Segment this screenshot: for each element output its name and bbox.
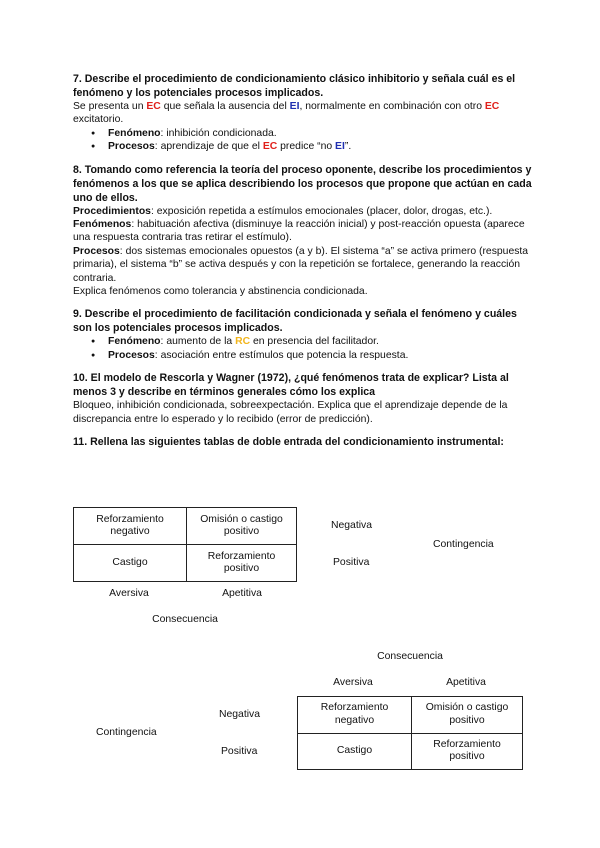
- table-cell: Castigo: [74, 545, 187, 582]
- col-label-apetitiva: Apetitiva: [446, 677, 486, 688]
- question-7-title: 7. Describe el procedimiento de condicionamiento clásico inhibitorio y señala cuál es el fenómeno y los potenciales procesos implicados.: [73, 73, 516, 99]
- bullet-text: en presencia del facilitador.: [250, 336, 379, 348]
- row-label-negativa: Negativa: [331, 520, 373, 531]
- table-row: [74, 545, 297, 582]
- question-10-title: 10. El modelo de Rescorla y Wagner (1972), ¿qué fenómenos trata de explicar? Lista al menos 3 y describe en términos generales cómo los explica: [73, 372, 509, 399]
- label: Procesos: [73, 245, 120, 257]
- table-2: [297, 696, 523, 770]
- list-item: [73, 349, 533, 362]
- fenomenos: [73, 218, 533, 245]
- label: Fenómenos: [73, 219, 132, 231]
- document-body: [73, 72, 533, 449]
- list-item: [73, 140, 533, 153]
- ei-term: EI: [335, 141, 345, 153]
- table-cell: Reforzamiento positivo: [187, 545, 297, 582]
- row-label-negativa: Negativa: [219, 709, 261, 720]
- ec-term: EC: [146, 101, 161, 112]
- ec-term: EC: [484, 101, 500, 112]
- table-row: [74, 508, 297, 545]
- col-axis-label: Consecuencia: [377, 651, 443, 662]
- text: Se presenta un: [73, 101, 147, 112]
- ei-term: EI: [289, 101, 300, 112]
- question-10-answer: Bloqueo, inhibición condicionada, sobreexpectación. Explica que el aprendizaje depende de la discrepancia entre lo esperado y lo recibido (error de predicción).: [73, 400, 508, 425]
- bullet-label: Fenómeno: [108, 336, 161, 348]
- question-7-bullets: [73, 127, 533, 154]
- table-cell: Reforzamiento negativo: [74, 508, 187, 545]
- col-label-aversiva: Aversiva: [109, 588, 149, 599]
- table-1: [73, 507, 297, 582]
- question-10: [73, 371, 533, 426]
- bullet-text: : aumento de la: [160, 336, 236, 348]
- col-label-aversiva: Aversiva: [333, 677, 373, 688]
- question-7: [73, 72, 533, 154]
- table-row: [298, 697, 523, 734]
- explica: Explica fenómenos como tolerancia y abstinencia condicionada.: [73, 286, 368, 298]
- table-cell: Omisión o castigo positivo: [187, 508, 297, 545]
- label: Procedimientos: [73, 205, 151, 217]
- question-11-title: 11. Rellena las siguientes tablas de doble entrada del condicionamiento instrumental:: [73, 436, 504, 449]
- col-label-apetitiva: Apetitiva: [222, 588, 262, 599]
- procedimientos: [73, 205, 533, 218]
- ec-term: EC: [262, 141, 278, 153]
- text: : exposición repetida a estímulos emocionales (placer, dolor, drogas, etc.).: [150, 205, 493, 217]
- row-axis-label: Contingencia: [96, 727, 157, 738]
- procesos: [73, 245, 533, 285]
- row-label-positiva: Positiva: [333, 557, 370, 568]
- text: , normalmente en combinación con otro: [299, 101, 485, 112]
- text: excitatorio.: [73, 114, 124, 126]
- table-cell: Castigo: [298, 733, 412, 770]
- table-cell: Reforzamiento negativo: [298, 697, 412, 734]
- bullet-label: Procesos: [108, 349, 155, 361]
- table-cell: Omisión o castigo positivo: [412, 697, 523, 734]
- row-axis-label: Contingencia: [433, 539, 494, 550]
- bullet-text: : asociación entre estímulos que potencia la respuesta.: [154, 349, 409, 361]
- text: : habituación afectiva (disminuye la reacción inicial) y post-reacción opuesta (aparece una respuesta contraria tras retirar el estímulo).: [73, 219, 525, 244]
- table-cell: Reforzamiento positivo: [412, 733, 523, 770]
- question-9-bullets: [73, 335, 533, 362]
- question-11: [73, 435, 533, 449]
- bullet-label: Fenómeno: [108, 127, 161, 139]
- text: : dos sistemas emocionales opuestos (a y b). El sistema “a” se activa primero (respuesta primaria), el sistema “b” se activa después y con la repetición se fortalece, generando la reacción contraria.: [73, 245, 529, 284]
- bullet-text: : aprendizaje de que el: [154, 141, 263, 153]
- question-8-title: 8. Tomando como referencia la teoría del proceso oponente, describe los procedimientos y fenómenos a los que se aplica describiendo los procesos que propone que actúan en cada uno de ellos.: [73, 163, 532, 204]
- bullet-text: : inhibición condicionada.: [160, 127, 277, 139]
- bullet-text: predice “no: [277, 141, 336, 153]
- question-8: [73, 163, 533, 299]
- bullet-label: Procesos: [108, 141, 155, 153]
- rc-term: RC: [235, 336, 251, 348]
- list-item: [73, 127, 533, 140]
- list-item: [73, 335, 533, 348]
- row-label-positiva: Positiva: [221, 746, 258, 757]
- table-row: [298, 733, 523, 770]
- question-9-title: 9. Describe el procedimiento de facilitación condicionada y señala el fenómeno y cuáles son los potenciales procesos implicados.: [73, 308, 517, 335]
- col-axis-label: Consecuencia: [152, 614, 218, 625]
- question-9: [73, 307, 533, 362]
- question-7-answer: [73, 100, 533, 127]
- text: que señala la ausencia del: [160, 101, 290, 112]
- bullet-text: ”.: [344, 141, 352, 153]
